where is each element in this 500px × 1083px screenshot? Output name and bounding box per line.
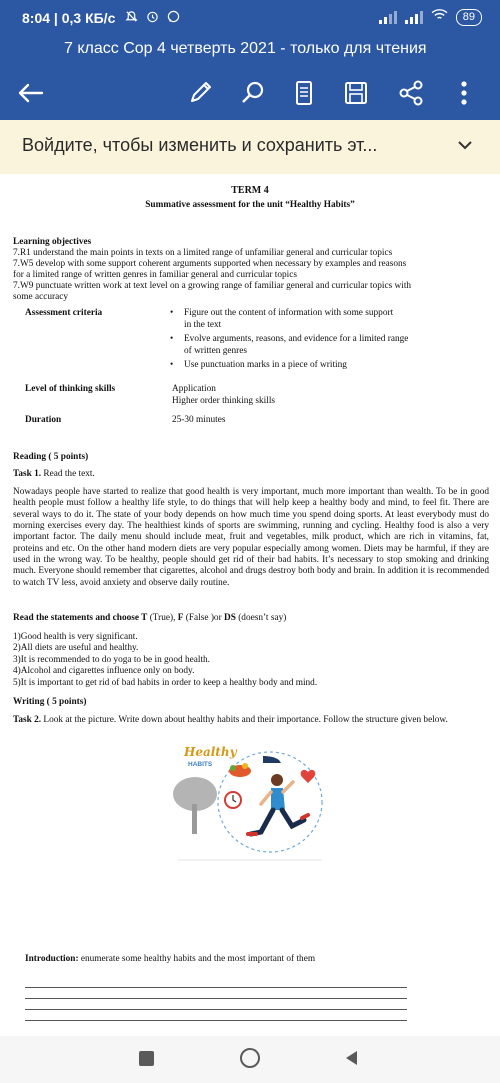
doc-subtitle: Summative assessment for the unit “Healthy Habits” [145, 200, 355, 210]
introduction-label: Introduction: [25, 954, 79, 964]
criteria-3: Use punctuation marks in a piece of writing [184, 360, 347, 370]
objective-2-line1: 7.W5 develop with some support coherent arguments supported when necessary by examples and reasons [13, 259, 407, 269]
toolbar [0, 66, 500, 120]
thinking-skill-1: Application [172, 384, 216, 394]
bullet: • [170, 308, 174, 318]
clock-icon [225, 792, 241, 808]
task1-line [13, 469, 95, 480]
writing-line [25, 1020, 407, 1021]
document-title-bar [0, 38, 500, 66]
share-button[interactable] [393, 75, 429, 111]
objective-1: 7.R1 understand the main points in texts on a limited range of unfamiliar general and curricular topics [13, 248, 393, 258]
status-time-speed: 8:04 | 0,3 КБ/с [22, 10, 116, 26]
statements-title-part: Read the statements and choose T [13, 613, 148, 623]
whatsapp-icon [167, 10, 180, 26]
food-bowl-icon [229, 763, 251, 777]
signal-1-icon [379, 10, 397, 24]
statement-1: 1)Good health is very significant. [13, 632, 138, 642]
document-view-icon [286, 75, 322, 111]
task1-label: Task 1. [13, 469, 42, 479]
statements-title-part: (True), [147, 613, 178, 623]
more-options-button[interactable] [446, 75, 482, 111]
alarm-icon [146, 10, 163, 26]
more-vertical-icon [446, 75, 482, 111]
document-title: 7 класс Сор 4 четверть 2021 - только для чтения [64, 40, 427, 57]
statement-5: 5)It is important to get rid of bad habits in order to keep a healthy body and mind. [13, 678, 318, 688]
reading-view-button[interactable] [286, 75, 322, 111]
sign-in-banner-text: Войдите, чтобы изменить и сохранить эт... [22, 135, 378, 155]
heart-icon [301, 770, 316, 783]
logo-text-healthy: Healthy [184, 745, 237, 759]
criteria-1-line2: in the text [184, 320, 222, 330]
duration-label: Duration [25, 415, 62, 425]
recents-button[interactable] [139, 1051, 154, 1066]
criteria-2-line1: Evolve arguments, reasons, and evidence for a limited range [184, 334, 409, 344]
criteria-1-line1: Figure out the content of information with some support [184, 308, 394, 318]
term-heading: TERM 4 [231, 185, 269, 196]
healthy-habits-illustration [170, 742, 330, 872]
thinking-skills-label: Level of thinking skills [25, 384, 116, 394]
duration-value: 25-30 minutes [172, 415, 226, 425]
statements-title-part: (False )or [183, 613, 224, 623]
status-right [379, 8, 482, 26]
statements-title-part: F [177, 613, 184, 623]
reading-passage: Nowadays people have started to realize that good health is very important, much more important than wealth. To be in good health people must follow a healthy life style, to do things that will help keep a healthy body and mind, to feel fit. There are several ways to do it. The state of your body depends on how much time you spend doing sports. At least everybody must do morning exercises every day. The healthiest kinds of sports are swimming, running and cycling. Healthy food is also a very important factor. The daily menu should include meat, fruit and vegetables, milk product, which are rich in vitamins, fat, proteins and etc. On the other hand modern diets are very popular especially among women. Diets may be harmful, if they are used in the wrong way. To be healthy, people should get rid of their bad habits. It’s necessary to stop smoking and drinking much. Everyone should remember that cigarettes, alcohol and drugs destroy both body and brain. In addition it is recommended to watch TV less, avoid anxiety and observe daily routine. [13, 487, 489, 588]
pencil-icon [182, 75, 218, 111]
writing-line [25, 987, 407, 988]
mute-icon [125, 10, 142, 26]
sneaker-icon [263, 756, 281, 763]
statements-title-part: DS [224, 613, 236, 623]
share-icon [393, 75, 429, 111]
writing-line [25, 1009, 407, 1010]
bullet: • [170, 360, 174, 370]
introduction-text: enumerate some healthy habits and the most important of them [78, 954, 316, 964]
back-arrow-icon [12, 75, 48, 111]
statement-3: 3)It is recommended to do yoga to be in good health. [13, 655, 210, 665]
search-button[interactable] [235, 75, 271, 111]
task2-line [13, 715, 489, 726]
save-button[interactable] [338, 75, 374, 111]
back-nav-button[interactable] [343, 1049, 359, 1067]
back-button[interactable] [12, 75, 48, 111]
statements-heading [13, 613, 286, 624]
writing-heading: Writing ( 5 points) [13, 697, 87, 707]
objective-3-line1: 7.W9 punctuate written work at text level on a growing range of familiar general and curricular topics with [13, 281, 412, 291]
sign-in-banner[interactable] [0, 120, 500, 174]
writing-line [25, 998, 407, 999]
logo-text-habits: HABITS [188, 761, 213, 768]
runner-icon [248, 774, 308, 834]
system-nav-bar [0, 1036, 500, 1083]
task2-label: Task 2. [13, 715, 42, 725]
signal-2-icon [405, 10, 423, 24]
criteria-2-line2: of written genres [184, 346, 247, 356]
objective-3-line2: some accuracy [13, 292, 68, 302]
task2-text: Look at the picture. Write down about healthy habits and their importance. Follow the structure given below. [41, 715, 448, 725]
reading-heading: Reading ( 5 points) [13, 452, 89, 462]
objective-2-line2: for a limited range of written genres in familiar general and curricular topics [13, 270, 297, 280]
save-icon [338, 75, 374, 111]
statement-4: 4)Alcohol and cigarettes influence only on body. [13, 666, 195, 676]
task1-text: Read the text. [41, 469, 95, 479]
learning-objectives-heading: Learning objectives [13, 237, 92, 247]
wifi-icon [431, 8, 448, 26]
tree-icon [173, 777, 217, 834]
statement-2: 2)All diets are useful and healthy. [13, 643, 139, 653]
thinking-skill-2: Higher order thinking skills [172, 396, 276, 406]
bullet: • [170, 334, 174, 344]
introduction-line [25, 954, 315, 965]
search-icon [235, 75, 271, 111]
chevron-down-icon[interactable] [456, 136, 474, 154]
edit-button[interactable] [182, 75, 218, 111]
home-button[interactable] [240, 1048, 260, 1068]
assessment-criteria-label: Assessment criteria [25, 308, 103, 318]
statements-title-part: (doesn’t say) [235, 613, 287, 623]
battery-indicator: 89 [456, 9, 482, 26]
status-bar [0, 0, 500, 38]
status-left [22, 10, 180, 26]
document-page [0, 174, 500, 1036]
